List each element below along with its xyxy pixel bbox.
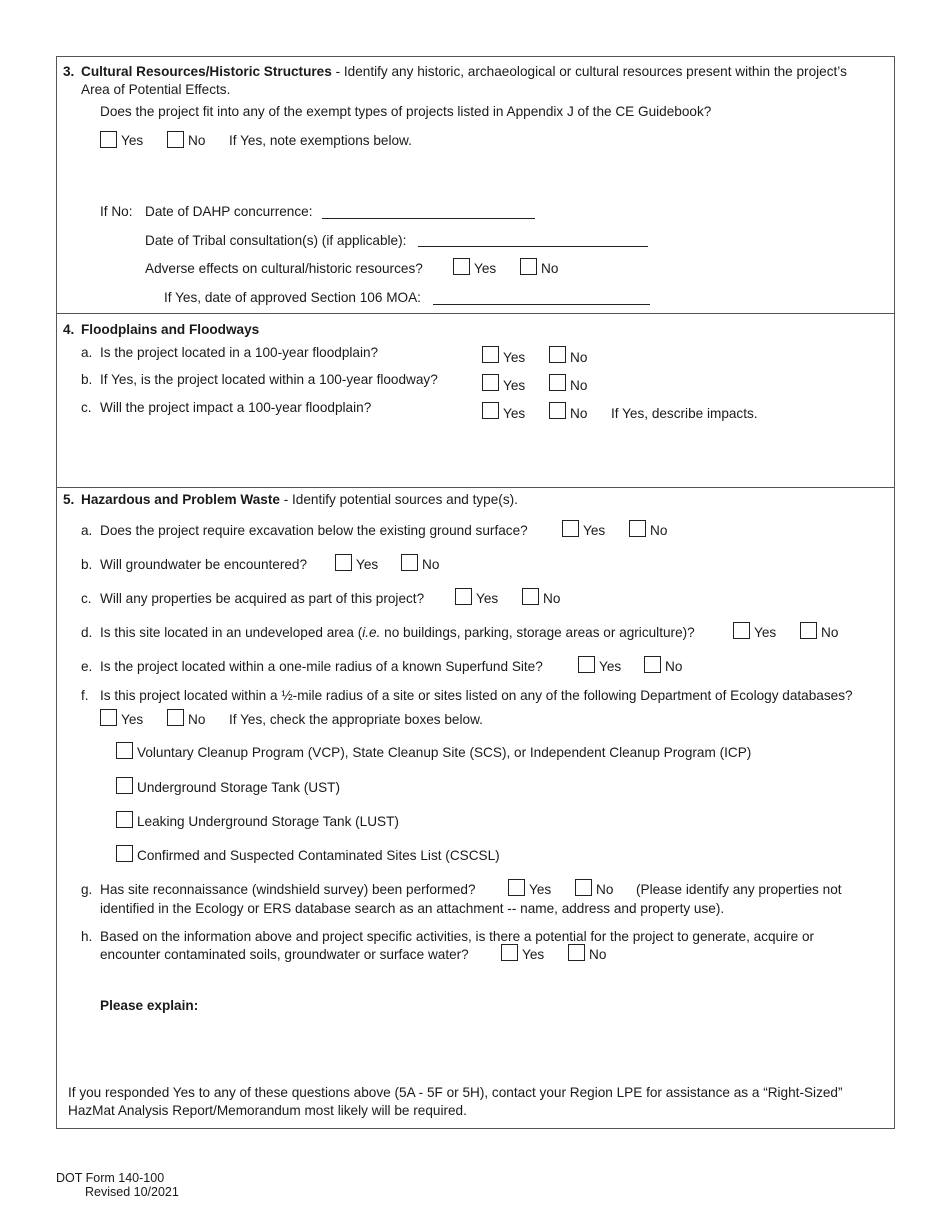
hazard-h-line2: encounter contaminated soils, groundwater or surface water? [100, 947, 469, 962]
hazard-a-letter: a. [81, 523, 93, 538]
exempt-no-label: No [188, 133, 206, 148]
hazard-c-letter: c. [81, 591, 92, 606]
hazard-g-no-label: No [596, 882, 614, 897]
adverse-yes-label: Yes [474, 261, 497, 276]
hazard-g-yes-checkbox[interactable] [508, 879, 525, 896]
hazard-b-no-checkbox[interactable] [401, 554, 418, 571]
hazard-f-letter: f. [81, 688, 89, 703]
hazard-b-yes-label: Yes [356, 557, 379, 572]
section-3-intro: - Identify any historic, archaeological or cultural resources present within the project’s [331, 64, 847, 79]
form-id: DOT Form 140-100 [56, 1171, 165, 1185]
hazard-d-ie: i.e. [362, 625, 381, 640]
dahp-label: Date of DAHP concurrence: [145, 204, 313, 219]
hazard-g-yes-label: Yes [529, 882, 552, 897]
hazard-f-yes-label: Yes [121, 712, 144, 727]
hazard-c-no-label: No [543, 591, 561, 606]
hazard-b-question: Will groundwater be encountered? [100, 557, 308, 572]
hazard-g-line2: identified in the Ecology or ERS database search as an attachment -- name, address and property use). [100, 901, 725, 916]
hazard-a-question: Does the project require excavation below the existing ground surface? [100, 523, 528, 538]
lust-label: Leaking Underground Storage Tank (LUST) [137, 814, 399, 829]
cscsl-checkbox[interactable] [116, 845, 133, 862]
hazard-e-letter: e. [81, 659, 93, 674]
exempt-note: If Yes, note exemptions below. [229, 133, 412, 148]
hazard-d-no-checkbox[interactable] [800, 622, 817, 639]
floodplain-c-no-checkbox[interactable] [549, 402, 566, 419]
tribal-date-field[interactable] [418, 246, 648, 247]
floodplain-c-yes-label: Yes [503, 406, 526, 421]
floodplain-c-yes-checkbox[interactable] [482, 402, 499, 419]
please-explain-label: Please explain: [100, 998, 199, 1013]
section-5-number: 5. [63, 492, 75, 507]
hazard-d-question [100, 624, 695, 641]
section-4-number: 4. [63, 322, 75, 337]
section-4-title: Floodplains and Floodways [81, 322, 260, 337]
section-5-box [56, 487, 895, 1129]
floodplain-b-yes-label: Yes [503, 378, 526, 393]
hazard-f-note: If Yes, check the appropriate boxes below. [229, 712, 483, 727]
tribal-label: Date of Tribal consultation(s) (if applicable): [145, 233, 407, 248]
floodplain-a-question: Is the project located in a 100-year floodplain? [100, 345, 379, 360]
adverse-yes-checkbox[interactable] [453, 258, 470, 275]
hazard-d-text-post: no buildings, parking, storage areas or agriculture)? [380, 625, 695, 640]
hazard-h-yes-checkbox[interactable] [501, 944, 518, 961]
hazard-h-no-checkbox[interactable] [568, 944, 585, 961]
floodplain-b-question: If Yes, is the project located within a 100-year floodway? [100, 372, 438, 387]
hazard-c-question: Will any properties be acquired as part of this project? [100, 591, 425, 606]
floodplain-b-yes-checkbox[interactable] [482, 374, 499, 391]
floodplain-c-letter: c. [81, 400, 92, 415]
section-5-footer-line1: If you responded Yes to any of these questions above (5A - 5F or 5H), contact your Region LPE for assistance as a “Right-Sized” [68, 1085, 843, 1100]
section-3-intro-line2: Area of Potential Effects. [81, 82, 231, 97]
floodplain-a-yes-checkbox[interactable] [482, 346, 499, 363]
hazard-b-yes-checkbox[interactable] [335, 554, 352, 571]
hazard-d-yes-checkbox[interactable] [733, 622, 750, 639]
floodplain-b-no-checkbox[interactable] [549, 374, 566, 391]
hazard-c-no-checkbox[interactable] [522, 588, 539, 605]
hazard-d-no-label: No [821, 625, 839, 640]
ust-label: Underground Storage Tank (UST) [137, 780, 341, 795]
section-3-number: 3. [63, 64, 75, 79]
floodplain-b-letter: b. [81, 372, 93, 387]
vcp-checkbox[interactable] [116, 742, 133, 759]
hazard-h-letter: h. [81, 929, 93, 944]
hazard-e-yes-checkbox[interactable] [578, 656, 595, 673]
if-no-label: If No: [100, 204, 133, 219]
vcp-label: Voluntary Cleanup Program (VCP), State Cleanup Site (SCS), or Independent Cleanup Program (ICP) [137, 745, 752, 760]
hazard-c-yes-label: Yes [476, 591, 499, 606]
hazard-e-no-label: No [665, 659, 683, 674]
hazard-e-yes-label: Yes [599, 659, 622, 674]
hazard-f-question: Is this project located within a ½-mile radius of a site or sites listed on any of the following Department of Ecology databases? [100, 688, 853, 703]
adverse-no-checkbox[interactable] [520, 258, 537, 275]
adverse-label: Adverse effects on cultural/historic resources? [145, 261, 423, 276]
hazard-f-no-checkbox[interactable] [167, 709, 184, 726]
exempt-yes-label: Yes [121, 133, 144, 148]
section-5-footer-line2: HazMat Analysis Report/Memorandum most likely will be required. [68, 1103, 467, 1118]
hazard-h-line1: Based on the information above and project specific activities, is there a potential for the project to generate, acquire or [100, 929, 815, 944]
hazard-f-no-label: No [188, 712, 206, 727]
lust-checkbox[interactable] [116, 811, 133, 828]
hazard-a-yes-checkbox[interactable] [562, 520, 579, 537]
exempt-no-checkbox[interactable] [167, 131, 184, 148]
hazard-a-no-checkbox[interactable] [629, 520, 646, 537]
exempt-yes-checkbox[interactable] [100, 131, 117, 148]
moa-label: If Yes, date of approved Section 106 MOA: [164, 290, 421, 305]
hazard-h-no-label: No [589, 947, 607, 962]
hazard-c-yes-checkbox[interactable] [455, 588, 472, 605]
hazard-e-no-checkbox[interactable] [644, 656, 661, 673]
hazard-g-no-checkbox[interactable] [575, 879, 592, 896]
floodplain-b-no-label: No [570, 378, 588, 393]
hazard-f-yes-checkbox[interactable] [100, 709, 117, 726]
floodplain-a-yes-label: Yes [503, 350, 526, 365]
floodplain-c-question: Will the project impact a 100-year floodplain? [100, 400, 372, 415]
floodplain-a-no-checkbox[interactable] [549, 346, 566, 363]
floodplain-a-letter: a. [81, 345, 93, 360]
hazard-d-text-pre: Is this site located in an undeveloped area ( [100, 625, 363, 640]
section-3-title: Cultural Resources/Historic Structures [81, 64, 332, 79]
dahp-date-field[interactable] [322, 218, 535, 219]
ust-checkbox[interactable] [116, 777, 133, 794]
adverse-no-label: No [541, 261, 559, 276]
hazard-d-letter: d. [81, 625, 93, 640]
cscsl-label: Confirmed and Suspected Contaminated Sites List (CSCSL) [137, 848, 500, 863]
hazard-a-yes-label: Yes [583, 523, 606, 538]
hazard-g-letter: g. [81, 882, 93, 897]
hazard-e-question: Is the project located within a one-mile radius of a known Superfund Site? [100, 659, 543, 674]
hazard-b-no-label: No [422, 557, 440, 572]
hazard-b-letter: b. [81, 557, 93, 572]
hazard-g-note: (Please identify any properties not [636, 882, 842, 897]
exempt-question: Does the project fit into any of the exempt types of projects listed in Appendix J of the CE Guidebook? [100, 104, 712, 119]
section-5-title: Hazardous and Problem Waste [81, 492, 280, 507]
hazard-g-question: Has site reconnaissance (windshield survey) been performed? [100, 882, 476, 897]
floodplain-c-no-label: No [570, 406, 588, 421]
hazard-a-no-label: No [650, 523, 668, 538]
section-5-heading [81, 491, 518, 508]
hazard-h-yes-label: Yes [522, 947, 545, 962]
section-5-intro: - Identify potential sources and type(s). [279, 492, 518, 507]
floodplain-c-note: If Yes, describe impacts. [611, 406, 758, 421]
hazard-d-yes-label: Yes [754, 625, 777, 640]
floodplain-a-no-label: No [570, 350, 588, 365]
form-revised: Revised 10/2021 [85, 1185, 179, 1199]
moa-date-field[interactable] [433, 304, 650, 305]
section-3-heading [81, 63, 847, 80]
